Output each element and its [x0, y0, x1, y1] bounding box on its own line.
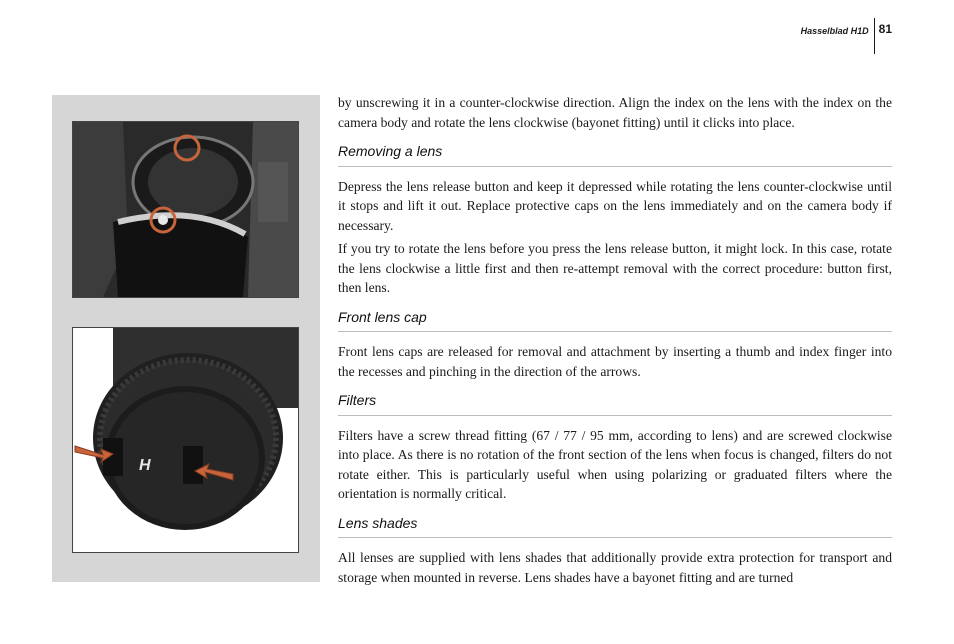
lens-mount-illustration	[73, 122, 298, 297]
heading-lens-shades: Lens shades	[338, 514, 892, 539]
cap-logo: H	[139, 457, 151, 474]
lens-cap-illustration	[73, 328, 298, 552]
front-lens-cap-photo	[72, 327, 299, 553]
intro-paragraph: by unscrewing it in a counter-clockwise direction. Align the index on the lens with the index on the camera body and rotate the lens clockwise (bayonet fitting) until it clicks into place.	[338, 95, 892, 130]
paragraph: If you try to rotate the lens before you press the lens release button, it might lock. In this case, rotate the lens clockwise a little first and then re-attempt removal with the correct procedure: button first, then lens.	[338, 241, 892, 295]
running-header-brand: Hasselblad H1D	[800, 26, 869, 36]
paragraph: Filters have a screw thread fitting (67 / 77 / 95 mm, according to lens) and are screwed clockwise into place. As there is no rotation of the front section of the lens when focus is changed, filters do not rotate either. This is particularly useful when using polarizing or graduated filters where the orientation is normally critical.	[338, 427, 892, 501]
paragraph: All lenses are supplied with lens shades that additionally provide extra protection for transport and storage when mounted in reverse. Lens shades have a bayonet fitting and are turned	[338, 550, 892, 585]
heading-front-lens-cap: Front lens cap	[338, 308, 892, 333]
heading-filters: Filters	[338, 391, 892, 416]
paragraph: Depress the lens release button and keep it depressed while rotating the lens counter-clockwise until it stops and lift it out. Replace protective caps on the lens immediately and on the camera body if necessary.	[338, 178, 892, 233]
lens-mount-photo	[72, 121, 299, 298]
page-header	[801, 18, 892, 54]
page-number: 81	[878, 22, 892, 36]
heading-removing-a-lens: Removing a lens	[338, 142, 892, 167]
paragraph: Front lens caps are released for removal and attachment by inserting a thumb and index finger into the recesses and pinching in the direction of the arrows.	[338, 344, 892, 379]
photo-sidebar	[52, 95, 320, 582]
main-text	[338, 93, 892, 591]
